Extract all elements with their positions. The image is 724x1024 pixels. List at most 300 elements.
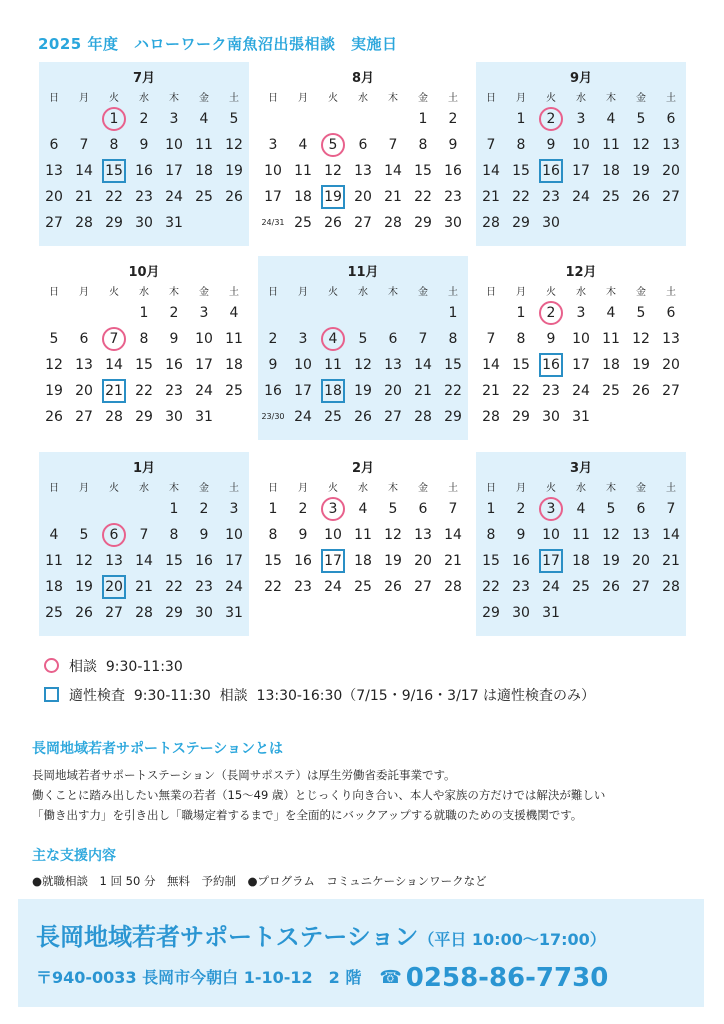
calendar-day — [189, 600, 219, 626]
calendar-day — [159, 378, 189, 404]
day-number: 8 — [516, 137, 526, 153]
calendar-day — [69, 158, 99, 184]
day-number: 15 — [512, 357, 530, 373]
calendar-day — [129, 548, 159, 574]
day-number: 5 — [606, 501, 616, 517]
day-number: 17 — [572, 163, 590, 179]
day-number: 19 — [75, 579, 93, 595]
calendar-day — [656, 326, 686, 352]
calendar-day — [159, 184, 189, 210]
calendar-day — [129, 106, 159, 132]
calendar-day — [288, 210, 318, 236]
calendar-day — [69, 184, 99, 210]
calendar-day — [348, 184, 378, 210]
day-number: 23 — [444, 189, 462, 205]
day-number: 25 — [225, 383, 243, 399]
calendar-day — [219, 548, 249, 574]
calendar-day — [159, 496, 189, 522]
weekday-header: 火 — [109, 483, 119, 494]
calendar-day — [258, 184, 288, 210]
day-number: 10 — [264, 163, 282, 179]
day-number: 3 — [268, 137, 278, 153]
calendar-day — [476, 496, 506, 522]
day-number: 21 — [444, 553, 462, 569]
day-number: 13 — [662, 137, 680, 153]
weekday-header: 土 — [448, 483, 458, 494]
day-number: 10 — [542, 527, 560, 543]
calendar-day — [408, 132, 438, 158]
day-number: 31 — [572, 409, 590, 425]
calendar-day — [129, 132, 159, 158]
calendar-day — [566, 132, 596, 158]
day-number: 17 — [294, 383, 312, 399]
day-number: 22 — [165, 579, 183, 595]
calendar-day — [219, 496, 249, 522]
weekday-header: 水 — [139, 287, 149, 298]
month-name: 12月 — [565, 265, 597, 280]
calendar-day — [506, 404, 536, 430]
day-number: 24 — [225, 579, 243, 595]
day-number: 5 — [358, 331, 368, 347]
calendar-day — [189, 300, 219, 326]
day-number: 15 — [512, 163, 530, 179]
calendar-day — [129, 184, 159, 210]
calendar-day — [189, 132, 219, 158]
day-number: 27 — [45, 215, 63, 231]
weekday-header: 月 — [298, 287, 308, 298]
calendar-day — [566, 158, 596, 184]
calendar-day — [348, 132, 378, 158]
weekday-header: 火 — [546, 93, 556, 104]
day-number: 29 — [414, 215, 432, 231]
calendar-day — [626, 184, 656, 210]
weekday-header: 火 — [328, 483, 338, 494]
calendar-day — [506, 158, 536, 184]
calendar-day — [378, 522, 408, 548]
calendar-day — [476, 326, 506, 352]
calendar-day — [438, 326, 468, 352]
legend-circle — [44, 656, 183, 676]
about-line: 「働き出す力」を引き出し「職場定着するまで」を全面的にバックアップする就職のための支援機関です。 — [32, 808, 583, 822]
day-number: 7 — [448, 501, 458, 517]
day-number: 11 — [225, 331, 243, 347]
day-number: 15 — [264, 553, 282, 569]
calendar-day — [159, 548, 189, 574]
day-number: 28 — [105, 409, 123, 425]
weekday-header: 日 — [49, 287, 59, 298]
day-number: 28 — [482, 215, 500, 231]
month-calendar — [39, 452, 249, 636]
calendar-day — [378, 352, 408, 378]
day-number: 2 — [139, 111, 149, 127]
day-number: 14 — [75, 163, 93, 179]
day-number: 2 — [546, 305, 556, 321]
day-number: 21 — [105, 383, 123, 399]
day-number: 26 — [324, 215, 342, 231]
weekday-header: 火 — [109, 93, 119, 104]
day-number: 16 — [264, 383, 282, 399]
calendar-day — [536, 574, 566, 600]
calendar-day — [189, 496, 219, 522]
day-number: 9 — [546, 331, 556, 347]
day-number: 28 — [75, 215, 93, 231]
weekday-header: 月 — [79, 483, 89, 494]
calendar-day — [39, 574, 69, 600]
calendar-day — [219, 352, 249, 378]
day-number: 29 — [135, 409, 153, 425]
calendar-day — [219, 574, 249, 600]
day-number: 26 — [45, 409, 63, 425]
month-calendar — [39, 256, 249, 440]
month-calendar — [476, 62, 686, 246]
calendar-day — [129, 404, 159, 430]
day-number: 3 — [298, 331, 308, 347]
calendar-day — [99, 106, 129, 132]
circle-marker-icon — [44, 658, 59, 673]
calendar-day — [288, 132, 318, 158]
weekday-header: 金 — [636, 93, 646, 104]
month-name: 9月 — [569, 71, 593, 86]
day-number: 2 — [448, 111, 458, 127]
calendar-day — [219, 158, 249, 184]
calendar-day — [69, 600, 99, 626]
calendar-day — [219, 378, 249, 404]
day-number: 23 — [165, 383, 183, 399]
day-number: 14 — [482, 357, 500, 373]
day-number: 20 — [662, 163, 680, 179]
day-number: 18 — [354, 553, 372, 569]
day-number: 12 — [354, 357, 372, 373]
calendar-day — [596, 496, 626, 522]
calendar-day — [408, 210, 438, 236]
calendar-day — [626, 548, 656, 574]
day-number: 25 — [45, 605, 63, 621]
about-line: 働くことに踏み出したい無業の若者（15〜49 歳）とじっくり向き合い、本人や家族の方だけでは解決が難しい — [32, 788, 606, 802]
calendar-day — [189, 378, 219, 404]
day-number: 4 — [606, 111, 616, 127]
month-calendar — [476, 256, 686, 440]
day-number: 21 — [384, 189, 402, 205]
calendar-day — [288, 404, 318, 430]
calendar-day — [39, 600, 69, 626]
calendar-day — [39, 522, 69, 548]
weekday-header: 金 — [418, 93, 428, 104]
day-number: 7 — [79, 137, 89, 153]
calendar-day — [318, 158, 348, 184]
day-number: 21 — [482, 189, 500, 205]
day-number: 5 — [636, 111, 646, 127]
day-number: 17 — [264, 189, 282, 205]
calendar-day — [536, 548, 566, 574]
calendar-day — [99, 522, 129, 548]
calendar-day — [438, 522, 468, 548]
calendar-day — [506, 132, 536, 158]
day-number: 11 — [602, 331, 620, 347]
day-number: 31 — [165, 215, 183, 231]
weekday-header: 金 — [636, 483, 646, 494]
calendar-day — [476, 352, 506, 378]
day-number: 3 — [576, 305, 586, 321]
calendar-day — [99, 326, 129, 352]
day-number: 16 — [195, 553, 213, 569]
calendar-day — [348, 496, 378, 522]
calendar-day — [408, 574, 438, 600]
calendar-day — [626, 132, 656, 158]
about-line: 長岡地域若者サポートステーション（長岡サポステ）は厚生労働省委託事業です。 — [32, 768, 456, 782]
day-number: 19 — [632, 357, 650, 373]
day-number: 8 — [516, 331, 526, 347]
day-number: 19 — [324, 189, 342, 205]
weekday-header: 木 — [169, 93, 179, 104]
day-number: 27 — [632, 579, 650, 595]
calendar-day — [348, 158, 378, 184]
day-number: 15 — [165, 553, 183, 569]
calendar-day — [69, 574, 99, 600]
weekday-header: 土 — [448, 93, 458, 104]
calendar-day — [438, 496, 468, 522]
day-number: 24 — [572, 189, 590, 205]
day-number: 23 — [294, 579, 312, 595]
day-number: 1 — [516, 305, 526, 321]
day-number: 9 — [268, 357, 278, 373]
day-number: 13 — [632, 527, 650, 543]
day-number: 24 — [324, 579, 342, 595]
calendar-day — [288, 496, 318, 522]
month-calendar — [476, 452, 686, 636]
footer-banner — [18, 899, 704, 1007]
legend-square-text: 適性検査 9:30-11:30 相談 13:30-16:30（7/15・9/16・3/17 は適性検査のみ） — [69, 688, 596, 704]
weekday-header: 火 — [328, 287, 338, 298]
calendar-day — [189, 404, 219, 430]
weekday-header: 月 — [516, 483, 526, 494]
calendar-day — [596, 132, 626, 158]
weekday-header: 火 — [546, 483, 556, 494]
calendar-day — [258, 522, 288, 548]
weekday-header: 水 — [358, 93, 368, 104]
day-number: 24 — [542, 579, 560, 595]
calendar-day — [189, 522, 219, 548]
weekday-header: 木 — [388, 93, 398, 104]
day-number: 3 — [328, 501, 338, 517]
calendar-day — [438, 106, 468, 132]
weekday-header: 木 — [388, 483, 398, 494]
calendar-day — [656, 378, 686, 404]
weekday-header: 水 — [576, 483, 586, 494]
weekday-header: 土 — [229, 287, 239, 298]
day-number: 28 — [135, 605, 153, 621]
day-number: 30 — [165, 409, 183, 425]
day-number: 15 — [482, 553, 500, 569]
calendar-day — [129, 300, 159, 326]
calendar-day — [258, 210, 288, 236]
month-name: 7月 — [132, 71, 156, 86]
calendar-day — [159, 404, 189, 430]
day-number: 12 — [45, 357, 63, 373]
calendar-day — [656, 106, 686, 132]
day-number: 14 — [444, 527, 462, 543]
day-number: 1 — [109, 111, 119, 127]
calendar-day — [129, 378, 159, 404]
day-number: 16 — [294, 553, 312, 569]
day-number: 26 — [75, 605, 93, 621]
day-number: 12 — [225, 137, 243, 153]
month-calendar — [39, 62, 249, 246]
day-number: 6 — [79, 331, 89, 347]
calendar-day — [408, 184, 438, 210]
calendar-day — [626, 352, 656, 378]
phone-number[interactable]: 0258-86-7730 — [405, 963, 609, 993]
day-number: 8 — [486, 527, 496, 543]
calendar-day — [348, 522, 378, 548]
calendar-day — [506, 184, 536, 210]
weekday-header: 木 — [388, 287, 398, 298]
day-number: 16 — [165, 357, 183, 373]
calendar-day — [536, 326, 566, 352]
day-number: 30 — [135, 215, 153, 231]
calendar-day — [438, 378, 468, 404]
day-number: 9 — [516, 527, 526, 543]
day-number: 1 — [139, 305, 149, 321]
day-number: 5 — [79, 527, 89, 543]
day-number: 17 — [572, 357, 590, 373]
calendar-day — [656, 574, 686, 600]
calendar-day — [288, 158, 318, 184]
calendar-day — [258, 378, 288, 404]
day-number: 18 — [294, 189, 312, 205]
calendar-day — [159, 574, 189, 600]
calendar-day — [566, 106, 596, 132]
day-number: 13 — [45, 163, 63, 179]
day-number: 27 — [75, 409, 93, 425]
calendar-day — [408, 548, 438, 574]
office-hours: （平日 10:00〜17:00） — [418, 930, 606, 949]
day-number: 4 — [576, 501, 586, 517]
month-name: 2月 — [351, 461, 375, 476]
calendar-day — [99, 184, 129, 210]
calendar-day — [258, 352, 288, 378]
day-number: 21 — [135, 579, 153, 595]
calendar-day — [596, 574, 626, 600]
calendar-day — [536, 378, 566, 404]
day-number: 13 — [75, 357, 93, 373]
day-number: 6 — [109, 527, 119, 543]
weekday-header: 月 — [516, 93, 526, 104]
day-number: 22 — [482, 579, 500, 595]
day-number: 26 — [632, 383, 650, 399]
day-number: 8 — [268, 527, 278, 543]
calendar-day — [258, 574, 288, 600]
month-name: 3月 — [569, 461, 593, 476]
day-number: 6 — [666, 305, 676, 321]
day-number: 10 — [165, 137, 183, 153]
weekday-header: 日 — [268, 93, 278, 104]
day-number: 11 — [45, 553, 63, 569]
weekday-header: 水 — [358, 287, 368, 298]
day-number: 5 — [49, 331, 59, 347]
calendar-day — [378, 404, 408, 430]
calendar-day — [408, 378, 438, 404]
day-number: 19 — [225, 163, 243, 179]
day-number: 2 — [516, 501, 526, 517]
day-number: 20 — [45, 189, 63, 205]
calendar-day — [288, 548, 318, 574]
calendar-day — [408, 404, 438, 430]
calendar-day — [219, 300, 249, 326]
day-number: 29 — [482, 605, 500, 621]
day-number: 22 — [135, 383, 153, 399]
day-number: 11 — [354, 527, 372, 543]
day-number: 22 — [512, 383, 530, 399]
calendar-day — [258, 548, 288, 574]
day-number: 31 — [225, 605, 243, 621]
calendar-day — [129, 600, 159, 626]
day-number: 28 — [414, 409, 432, 425]
weekday-header: 金 — [636, 287, 646, 298]
calendar-day — [566, 548, 596, 574]
calendar-day — [596, 326, 626, 352]
day-number: 30 — [542, 215, 560, 231]
day-number: 27 — [354, 215, 372, 231]
calendar-day — [69, 132, 99, 158]
calendar-day — [626, 574, 656, 600]
calendar-day — [219, 184, 249, 210]
day-number: 19 — [354, 383, 372, 399]
day-number: 28 — [662, 579, 680, 595]
weekday-header: 火 — [328, 93, 338, 104]
calendar-day — [69, 352, 99, 378]
weekday-header: 木 — [169, 287, 179, 298]
calendar-day — [129, 352, 159, 378]
day-number: 28 — [384, 215, 402, 231]
day-number: 4 — [606, 305, 616, 321]
day-number: 6 — [358, 137, 368, 153]
calendar-day — [506, 106, 536, 132]
day-number: 6 — [418, 501, 428, 517]
services-heading: 主な支援内容 — [32, 848, 116, 864]
weekday-header: 月 — [516, 287, 526, 298]
day-number: 10 — [294, 357, 312, 373]
day-number: 20 — [354, 189, 372, 205]
weekday-header: 月 — [298, 93, 308, 104]
day-number: 30 — [444, 215, 462, 231]
day-number: 19 — [602, 553, 620, 569]
day-number: 3 — [546, 501, 556, 517]
day-number: 21 — [414, 383, 432, 399]
day-number: 7 — [666, 501, 676, 517]
day-number: 1 — [169, 501, 179, 517]
calendar-day — [506, 352, 536, 378]
calendar-day — [39, 378, 69, 404]
day-number: 25 — [572, 579, 590, 595]
day-number: 26 — [354, 409, 372, 425]
calendar-day — [99, 210, 129, 236]
calendar-day — [566, 574, 596, 600]
calendar-day — [39, 210, 69, 236]
day-number: 27 — [662, 189, 680, 205]
calendar-day — [99, 600, 129, 626]
calendar-day — [656, 522, 686, 548]
calendar-day — [129, 210, 159, 236]
calendar-day — [476, 132, 506, 158]
day-number: 18 — [45, 579, 63, 595]
day-number: 12 — [632, 331, 650, 347]
day-number: 8 — [418, 137, 428, 153]
day-number: 15 — [135, 357, 153, 373]
day-number: 23 — [135, 189, 153, 205]
calendar-day — [408, 326, 438, 352]
weekday-header: 木 — [169, 483, 179, 494]
day-number: 4 — [328, 331, 338, 347]
